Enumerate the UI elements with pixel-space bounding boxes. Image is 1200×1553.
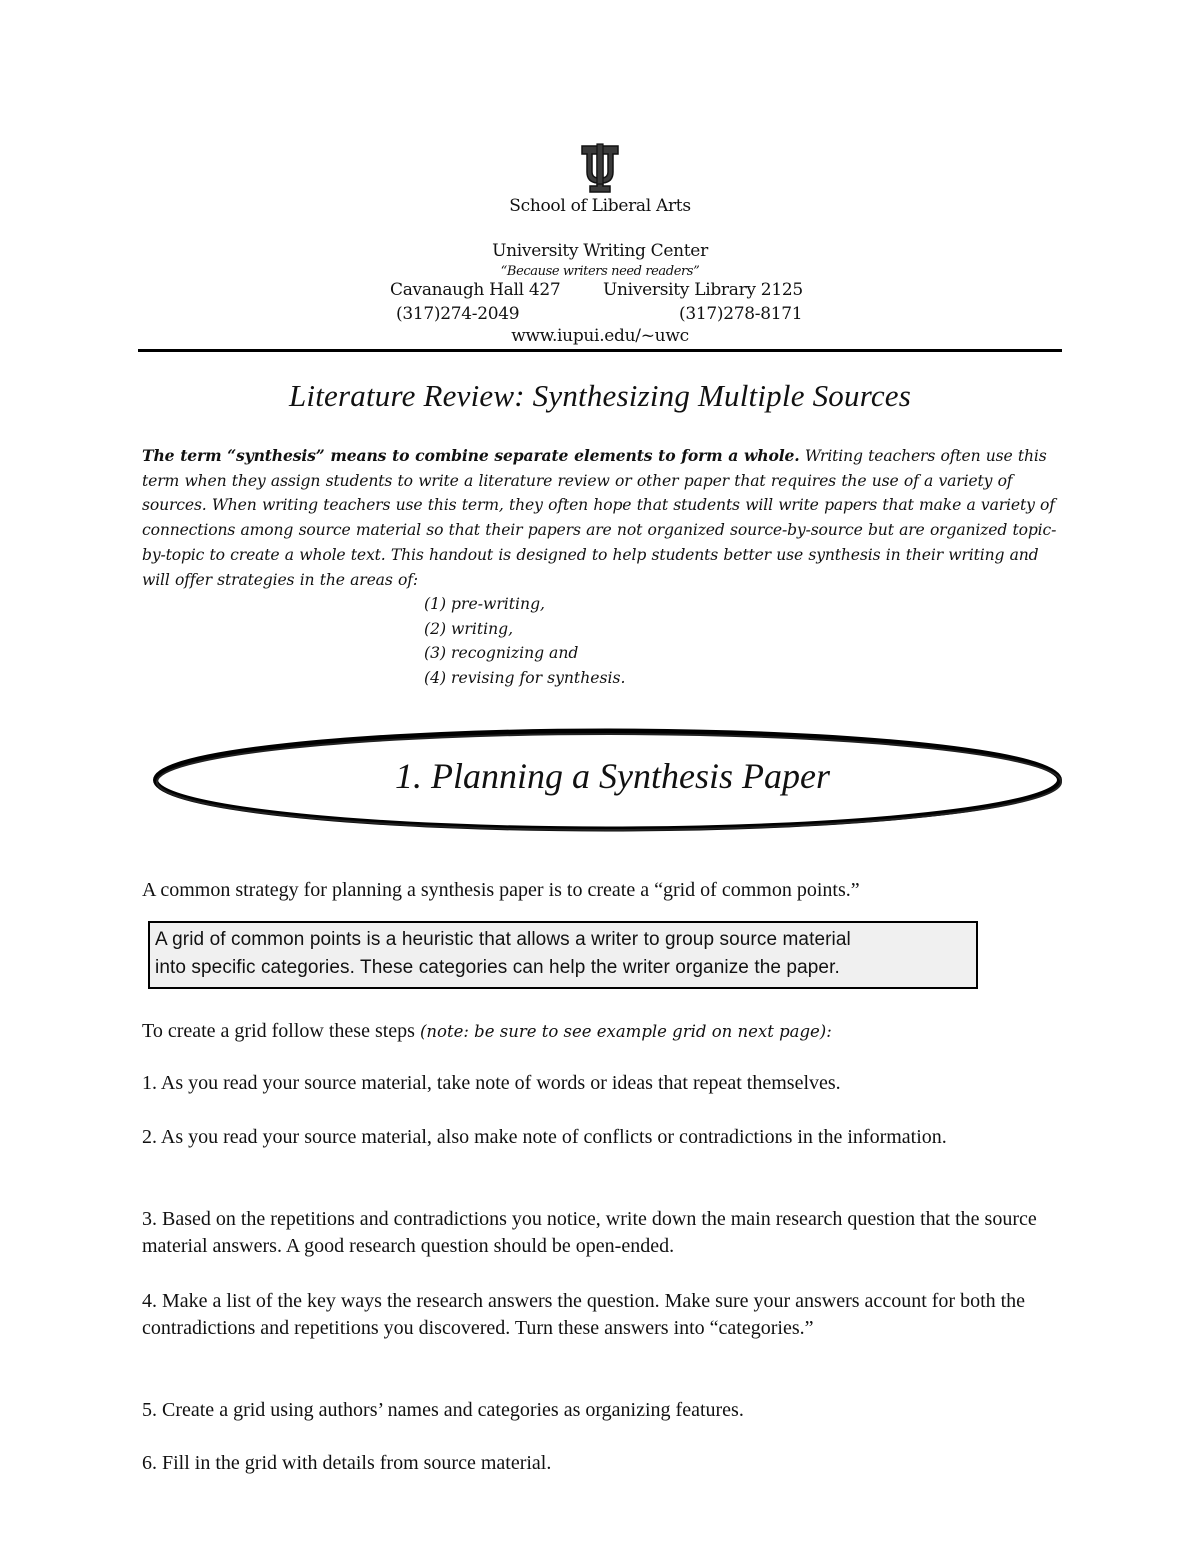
tagline: “Because writers need readers”	[500, 264, 700, 279]
step-5: 5. Create a grid using authors’ names and categories as organizing features.	[142, 1399, 744, 1421]
iu-trident-logo	[572, 142, 628, 194]
step-3: 3. Based on the repetitions and contradictions you notice, write down the main research question that the source material answers. A good research question should be open-ended.	[142, 1208, 1037, 1257]
step-2: 2. As you read your source material, also make note of conflicts or contradictions in the information.	[142, 1126, 947, 1148]
grid-lead-paragraph: A common strategy for planning a synthesis paper is to create a “grid of common points.”	[142, 879, 860, 901]
list-item: (3) recognizing and	[424, 644, 579, 663]
intro-paragraph	[142, 444, 1062, 592]
list-item: (4) revising for synthesis.	[424, 669, 626, 688]
steps-intro	[142, 1018, 1067, 1045]
intro-body: Writing teachers often use this term when they assign students to write a literature review or other paper that requires the use of a variety of sources. When writing teachers use this term, they often hope that students will write papers that make a variety of connections among source material so that their papers are not organized source-by-source but are organized topic-by-topic to create a whole text. This handout is designed to help students better use synthesis in their writing and will offer strategies in the areas of:	[142, 447, 1057, 589]
location-library: University Library 2125	[603, 280, 803, 300]
step-1: 1. As you read your source material, take note of words or ideas that repeat themselves.	[142, 1072, 841, 1094]
website: www.iupui.edu/~uwc	[511, 326, 689, 346]
header-divider	[138, 349, 1062, 352]
intro-definition: The term “synthesis” means to combine separate elements to form a whole.	[142, 446, 800, 465]
phone-cavanaugh: (317)274-2049	[396, 304, 520, 324]
definition-callout	[148, 921, 978, 989]
location-cavanaugh: Cavanaugh Hall 427	[390, 280, 561, 300]
writing-center-name: University Writing Center	[492, 241, 708, 261]
strategy-areas-list	[424, 592, 625, 691]
step-4: 4. Make a list of the key ways the research answers the question. Make sure your answers account for both the contradictions and repetitions you discovered. Turn these answers into “categories.”	[142, 1290, 1026, 1339]
section-heading: 1. Planning a Synthesis Paper	[395, 756, 830, 796]
step-6: 6. Fill in the grid with details from source material.	[142, 1452, 552, 1474]
callout-line: A grid of common points is a heuristic that allows a writer to group source material	[155, 929, 851, 950]
phone-library: (317)278-8171	[679, 304, 803, 324]
list-item: (1) pre-writing,	[424, 595, 546, 613]
school-name: School of Liberal Arts	[509, 196, 691, 216]
list-item: (2) writing,	[424, 619, 514, 638]
document-title: Literature Review: Synthesizing Multiple Sources	[288, 378, 912, 413]
steps-note: (note: be sure to see example grid on next page):	[419, 1022, 832, 1041]
callout-line: into specific categories. These categories can help the writer organize the paper.	[155, 957, 840, 978]
steps-intro-text: To create a grid follow these steps	[142, 1020, 420, 1042]
